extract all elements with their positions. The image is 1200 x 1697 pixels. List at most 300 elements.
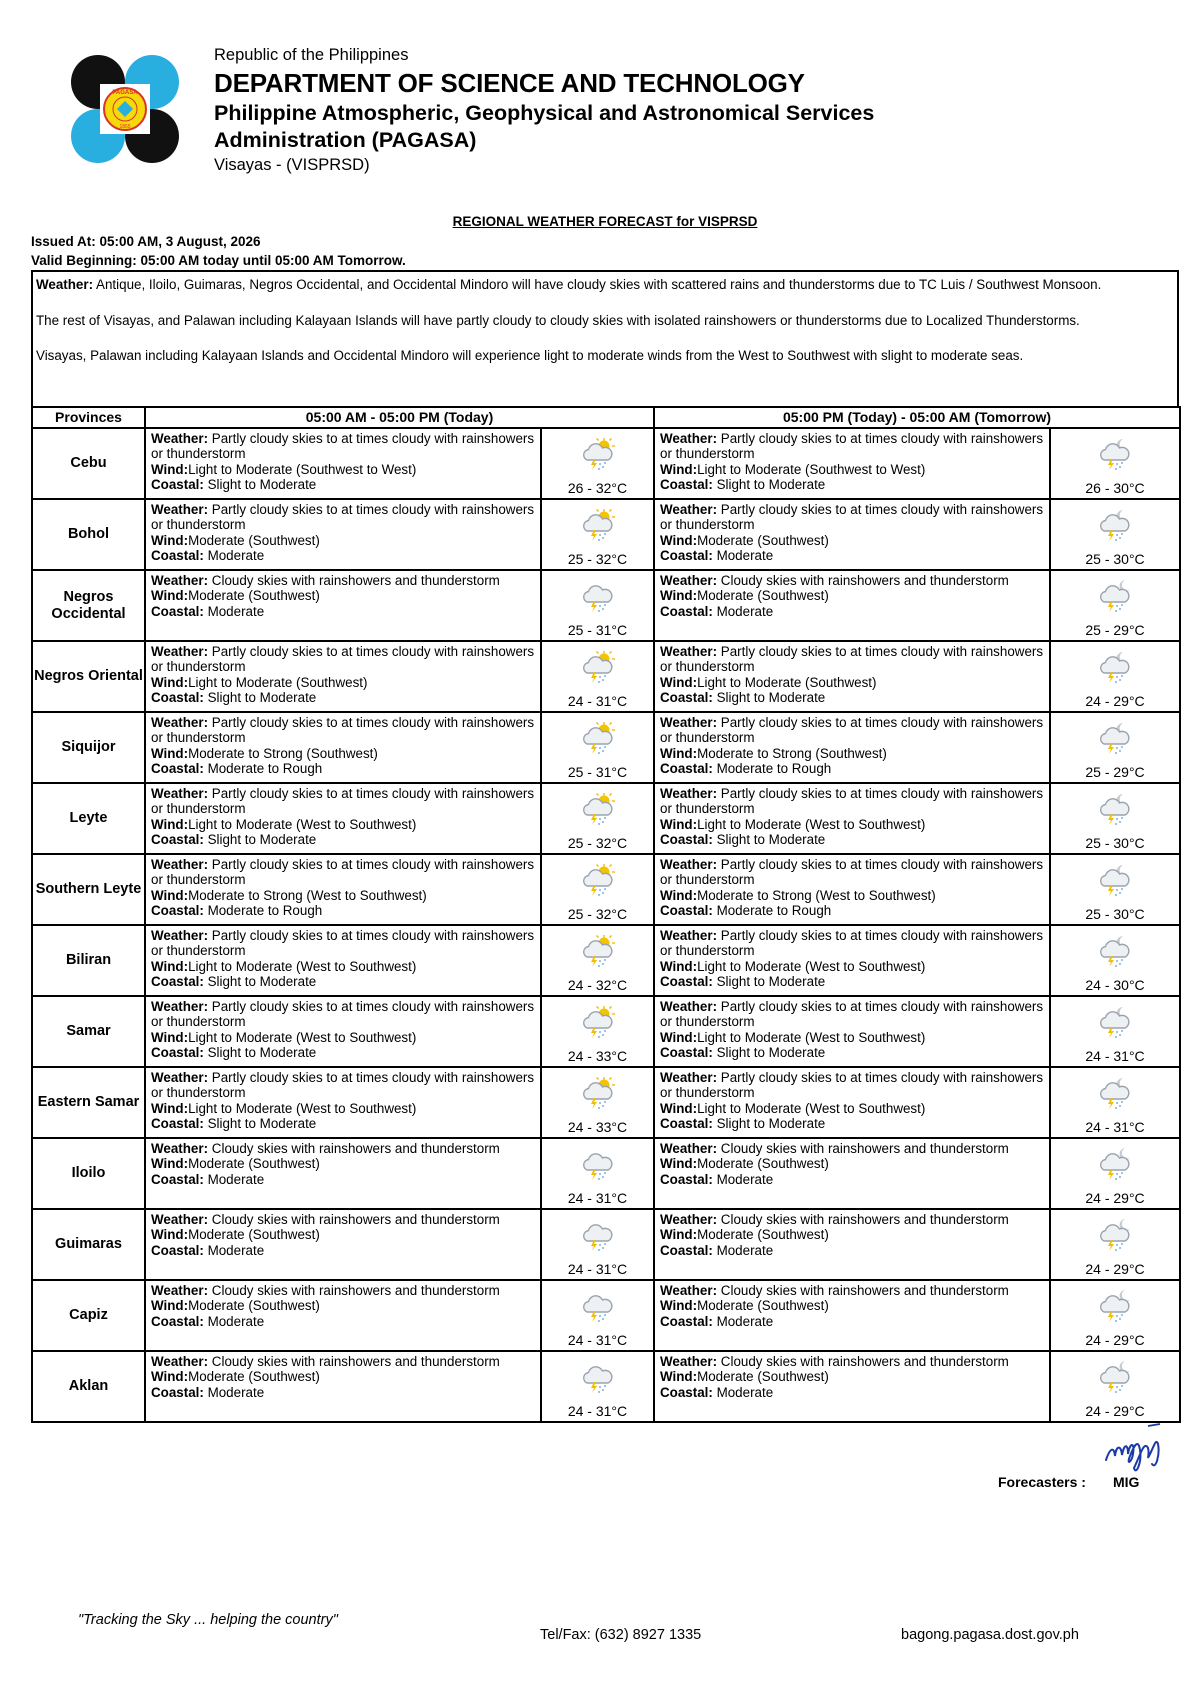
coastal-line bbox=[660, 1385, 1049, 1400]
weather-line bbox=[151, 786, 540, 817]
weather-label: Weather: bbox=[151, 857, 209, 872]
temperature-range: 24 - 30°C bbox=[1085, 977, 1145, 993]
forecast-desc bbox=[145, 712, 541, 783]
weather-value: Cloudy skies with rainshowers and thunderstorm bbox=[211, 1212, 500, 1227]
coastal-line bbox=[660, 1314, 1049, 1329]
coastal-line bbox=[151, 1243, 540, 1258]
temperature-range: 25 - 32°C bbox=[567, 551, 628, 567]
province-name: Cebu bbox=[32, 428, 145, 499]
wind-value: Moderate (Southwest) bbox=[188, 1369, 320, 1385]
weather-label: Weather: bbox=[151, 786, 209, 801]
col-header-provinces: Provinces bbox=[32, 407, 145, 428]
wind-value: Light to Moderate (West to Southwest) bbox=[188, 816, 417, 832]
coastal-line bbox=[660, 548, 1049, 563]
weather-line bbox=[660, 573, 1049, 588]
coastal-line bbox=[151, 903, 540, 918]
summary-text-1: Antique, Iloilo, Guimaras, Negros Occidental, and Occidental Mindoro will have cloudy skies with scattered rains and thunderstorms due to TC Luis / Southwest Monsoon. bbox=[93, 277, 1102, 292]
wind-value: Moderate (Southwest) bbox=[188, 532, 320, 548]
weather-value: Cloudy skies with rainshowers and thunderstorm bbox=[211, 1141, 500, 1156]
coastal-line bbox=[660, 690, 1049, 705]
cloudy-thunder-rain-icon bbox=[579, 1217, 617, 1253]
wind-label: Wind: bbox=[660, 1156, 698, 1172]
weather-label: Weather: bbox=[151, 573, 209, 588]
wind-value: Moderate (Southwest) bbox=[697, 532, 829, 548]
coastal-line bbox=[151, 1116, 540, 1131]
temperature-range: 24 - 32°C bbox=[567, 977, 628, 993]
forecast-desc bbox=[145, 1209, 541, 1280]
wind-value: Light to Moderate (West to Southwest) bbox=[697, 958, 926, 974]
table-row bbox=[32, 641, 1180, 712]
weather-value: Cloudy skies with rainshowers and thunderstorm bbox=[211, 1354, 500, 1369]
wind-value: Moderate (Southwest) bbox=[697, 588, 829, 604]
forecast-icon-cell bbox=[541, 783, 654, 854]
coastal-line bbox=[151, 477, 540, 492]
table-row bbox=[32, 712, 1180, 783]
weather-line bbox=[660, 1354, 1049, 1369]
weather-label: Weather: bbox=[151, 1070, 209, 1085]
coastal-value: Moderate to Rough bbox=[207, 903, 323, 919]
forecast-desc bbox=[654, 996, 1050, 1067]
coastal-label: Coastal: bbox=[151, 477, 204, 493]
wind-value: Moderate to Strong (Southwest) bbox=[697, 745, 887, 761]
weather-value: Partly cloudy skies to at times cloudy with rainshowers or thunderstorm bbox=[151, 928, 535, 959]
forecast-desc bbox=[145, 854, 541, 925]
forecast-desc bbox=[654, 1067, 1050, 1138]
header-agency-line2: Administration (PAGASA) bbox=[214, 128, 477, 152]
weather-value: Cloudy skies with rainshowers and thunderstorm bbox=[720, 1212, 1009, 1227]
temperature-range: 24 - 31°C bbox=[567, 1403, 628, 1419]
forecast-desc bbox=[145, 641, 541, 712]
weather-label: Weather: bbox=[151, 1283, 209, 1298]
wind-value: Light to Moderate (Southwest to West) bbox=[697, 461, 926, 477]
table-body bbox=[32, 428, 1180, 1422]
coastal-label: Coastal: bbox=[151, 1045, 204, 1061]
wind-value: Light to Moderate (Southwest) bbox=[188, 674, 368, 690]
table-row bbox=[32, 1138, 1180, 1209]
partly-cloudy-thunder-night-icon bbox=[1096, 933, 1134, 969]
wind-value: Light to Moderate (West to Southwest) bbox=[697, 1100, 926, 1116]
coastal-value: Slight to Moderate bbox=[207, 832, 317, 848]
weather-value: Cloudy skies with rainshowers and thunderstorm bbox=[211, 573, 500, 588]
valid-period: Valid Beginning: 05:00 AM today until 05:00 AM Tomorrow. bbox=[31, 253, 406, 268]
weather-line bbox=[151, 644, 540, 675]
wind-line bbox=[151, 1101, 540, 1116]
wind-label: Wind: bbox=[660, 1227, 698, 1243]
weather-label: Weather: bbox=[151, 502, 209, 517]
wind-label: Wind: bbox=[151, 1156, 189, 1172]
table-row bbox=[32, 783, 1180, 854]
weather-value: Cloudy skies with rainshowers and thunderstorm bbox=[720, 1283, 1009, 1298]
coastal-value: Slight to Moderate bbox=[716, 1045, 826, 1061]
wind-value: Light to Moderate (West to Southwest) bbox=[697, 816, 926, 832]
coastal-value: Moderate bbox=[716, 1384, 774, 1400]
weather-value: Cloudy skies with rainshowers and thunderstorm bbox=[211, 1283, 500, 1298]
partly-cloudy-thunder-day-icon bbox=[579, 791, 617, 827]
wind-label: Wind: bbox=[660, 745, 698, 761]
coastal-value: Moderate bbox=[716, 1242, 774, 1258]
wind-line bbox=[151, 959, 540, 974]
forecast-icon-cell bbox=[541, 925, 654, 996]
temperature-range: 26 - 32°C bbox=[567, 480, 628, 496]
coastal-value: Moderate bbox=[207, 603, 265, 619]
coastal-line bbox=[151, 832, 540, 847]
province-name: Iloilo bbox=[32, 1138, 145, 1209]
weather-label: Weather: bbox=[660, 502, 718, 517]
wind-value: Moderate (Southwest) bbox=[188, 1156, 320, 1172]
partly-cloudy-thunder-night-icon bbox=[1096, 1075, 1134, 1111]
coastal-line bbox=[660, 1116, 1049, 1131]
wind-label: Wind: bbox=[151, 958, 189, 974]
forecast-desc bbox=[145, 570, 541, 641]
weather-line bbox=[151, 857, 540, 888]
coastal-line bbox=[151, 1045, 540, 1060]
weather-value: Cloudy skies with rainshowers and thunderstorm bbox=[720, 573, 1009, 588]
coastal-value: Slight to Moderate bbox=[716, 1116, 826, 1132]
partly-cloudy-thunder-day-icon bbox=[579, 1075, 617, 1111]
forecast-desc bbox=[145, 499, 541, 570]
wind-label: Wind: bbox=[151, 461, 189, 477]
forecast-icon-cell bbox=[1050, 1280, 1180, 1351]
forecast-desc bbox=[145, 1138, 541, 1209]
weather-value: Partly cloudy skies to at times cloudy with rainshowers or thunderstorm bbox=[660, 857, 1044, 888]
wind-label: Wind: bbox=[151, 1100, 189, 1116]
temperature-range: 25 - 29°C bbox=[1085, 764, 1145, 780]
forecast-desc bbox=[654, 570, 1050, 641]
coastal-label: Coastal: bbox=[660, 477, 713, 493]
coastal-line bbox=[151, 1172, 540, 1187]
province-name: Southern Leyte bbox=[32, 854, 145, 925]
weather-line bbox=[660, 1212, 1049, 1227]
province-name: Negros Occidental bbox=[32, 570, 145, 641]
weather-label: Weather: bbox=[151, 1141, 209, 1156]
wind-label: Wind: bbox=[151, 816, 189, 832]
wind-value: Moderate (Southwest) bbox=[697, 1369, 829, 1385]
forecast-icon-cell bbox=[541, 712, 654, 783]
coastal-label: Coastal: bbox=[660, 761, 713, 777]
weather-line bbox=[151, 999, 540, 1030]
province-name: Capiz bbox=[32, 1280, 145, 1351]
coastal-line bbox=[151, 690, 540, 705]
wind-line bbox=[151, 1030, 540, 1045]
weather-value: Partly cloudy skies to at times cloudy with rainshowers or thunderstorm bbox=[660, 1070, 1044, 1101]
weather-line bbox=[151, 1141, 540, 1156]
wind-line bbox=[660, 1298, 1049, 1313]
coastal-line bbox=[660, 1172, 1049, 1187]
forecast-icon-cell bbox=[1050, 854, 1180, 925]
coastal-label: Coastal: bbox=[660, 832, 713, 848]
forecast-table bbox=[31, 406, 1181, 1423]
forecast-icon-cell bbox=[541, 641, 654, 712]
coastal-value: Moderate bbox=[207, 1171, 265, 1187]
weather-value: Partly cloudy skies to at times cloudy with rainshowers or thunderstorm bbox=[660, 431, 1044, 462]
weather-line bbox=[660, 715, 1049, 746]
weather-label: Weather: bbox=[660, 1141, 718, 1156]
wind-line bbox=[660, 817, 1049, 832]
wind-line bbox=[151, 1369, 540, 1384]
forecast-icon-cell bbox=[1050, 641, 1180, 712]
weather-line bbox=[151, 1212, 540, 1227]
forecast-icon-cell bbox=[541, 499, 654, 570]
coastal-label: Coastal: bbox=[151, 548, 204, 564]
weather-label: Weather: bbox=[151, 1212, 209, 1227]
weather-label: Weather: bbox=[660, 1070, 718, 1085]
temperature-range: 25 - 30°C bbox=[1085, 906, 1145, 922]
wind-value: Light to Moderate (West to Southwest) bbox=[188, 1029, 417, 1045]
coastal-label: Coastal: bbox=[151, 1384, 204, 1400]
wind-label: Wind: bbox=[660, 461, 698, 477]
col-header-tonight: 05:00 PM (Today) - 05:00 AM (Tomorrow) bbox=[654, 407, 1180, 428]
summary-para-2: The rest of Visayas, and Palawan including Kalayaan Islands will have partly cloudy to cloudy skies with isolated rainshowers or thunderstorms due to Localized Thunderstorms. bbox=[36, 312, 1080, 328]
wind-value: Moderate (Southwest) bbox=[697, 1156, 829, 1172]
table-row bbox=[32, 570, 1180, 641]
temperature-range: 24 - 31°C bbox=[1085, 1048, 1145, 1064]
wind-line bbox=[151, 533, 540, 548]
temperature-range: 24 - 29°C bbox=[1085, 1190, 1145, 1206]
weather-value: Partly cloudy skies to at times cloudy with rainshowers or thunderstorm bbox=[151, 715, 535, 746]
wind-line bbox=[660, 588, 1049, 603]
weather-label: Weather: bbox=[151, 999, 209, 1014]
weather-label: Weather: bbox=[660, 1212, 718, 1227]
weather-line bbox=[151, 1354, 540, 1369]
cloudy-thunder-rain-icon bbox=[579, 578, 617, 614]
table-row bbox=[32, 1280, 1180, 1351]
forecast-desc bbox=[654, 641, 1050, 712]
wind-value: Light to Moderate (West to Southwest) bbox=[697, 1029, 926, 1045]
coastal-value: Moderate to Rough bbox=[716, 761, 832, 777]
wind-line bbox=[151, 888, 540, 903]
footer-website: bagong.pagasa.dost.gov.ph bbox=[901, 1627, 1079, 1643]
weather-label: Weather: bbox=[660, 1283, 718, 1298]
weather-summary bbox=[31, 270, 1179, 407]
partly-cloudy-thunder-day-icon bbox=[579, 862, 617, 898]
weather-line bbox=[660, 1141, 1049, 1156]
weather-label: Weather: bbox=[660, 644, 718, 659]
temperature-range: 24 - 29°C bbox=[1085, 1261, 1145, 1277]
weather-value: Partly cloudy skies to at times cloudy with rainshowers or thunderstorm bbox=[151, 1070, 535, 1101]
wind-value: Light to Moderate (Southwest) bbox=[697, 674, 877, 690]
wind-line bbox=[151, 675, 540, 690]
coastal-label: Coastal: bbox=[151, 1242, 204, 1258]
temperature-range: 24 - 29°C bbox=[1085, 1403, 1145, 1419]
coastal-label: Coastal: bbox=[660, 1242, 713, 1258]
forecast-icon-cell bbox=[541, 1351, 654, 1422]
forecast-icon-cell bbox=[541, 996, 654, 1067]
forecast-desc bbox=[145, 1351, 541, 1422]
pagasa-logo bbox=[70, 54, 180, 164]
cloudy-thunder-rain-night-icon bbox=[1096, 1288, 1134, 1324]
forecast-desc bbox=[654, 1280, 1050, 1351]
coastal-label: Coastal: bbox=[660, 1171, 713, 1187]
forecast-icon-cell bbox=[1050, 1067, 1180, 1138]
temperature-range: 25 - 30°C bbox=[1085, 551, 1145, 567]
coastal-value: Slight to Moderate bbox=[207, 1045, 317, 1061]
coastal-line bbox=[151, 1314, 540, 1329]
partly-cloudy-thunder-day-icon bbox=[579, 507, 617, 543]
footer-motto: "Tracking the Sky ... helping the country" bbox=[78, 1612, 338, 1628]
weather-line bbox=[151, 1070, 540, 1101]
forecast-icon-cell bbox=[1050, 712, 1180, 783]
wind-label: Wind: bbox=[151, 674, 189, 690]
weather-label: Weather: bbox=[660, 431, 718, 446]
footer-telfax: Tel/Fax: (632) 8927 1335 bbox=[540, 1627, 702, 1643]
partly-cloudy-thunder-day-icon bbox=[579, 933, 617, 969]
partly-cloudy-thunder-night-icon bbox=[1096, 1004, 1134, 1040]
coastal-line bbox=[660, 903, 1049, 918]
wind-value: Moderate (Southwest) bbox=[188, 588, 320, 604]
coastal-line bbox=[151, 548, 540, 563]
forecast-icon-cell bbox=[541, 570, 654, 641]
partly-cloudy-thunder-night-icon bbox=[1096, 436, 1134, 472]
table-row bbox=[32, 854, 1180, 925]
table-row bbox=[32, 1067, 1180, 1138]
partly-cloudy-thunder-night-icon bbox=[1096, 507, 1134, 543]
temperature-range: 26 - 30°C bbox=[1085, 480, 1145, 496]
forecast-desc bbox=[145, 1067, 541, 1138]
forecast-desc bbox=[654, 1209, 1050, 1280]
wind-line bbox=[660, 959, 1049, 974]
temperature-range: 25 - 29°C bbox=[1085, 622, 1145, 638]
coastal-value: Slight to Moderate bbox=[207, 1116, 317, 1132]
weather-value: Cloudy skies with rainshowers and thunderstorm bbox=[720, 1141, 1009, 1156]
weather-label: Weather: bbox=[660, 1354, 718, 1369]
wind-value: Moderate to Strong (West to Southwest) bbox=[697, 887, 936, 903]
forecast-icon-cell bbox=[1050, 925, 1180, 996]
wind-value: Light to Moderate (West to Southwest) bbox=[188, 958, 417, 974]
coastal-value: Moderate to Rough bbox=[716, 903, 832, 919]
weather-line bbox=[151, 928, 540, 959]
header-agency-line1: Philippine Atmospheric, Geophysical and Astronomical Services bbox=[214, 101, 875, 125]
coastal-label: Coastal: bbox=[151, 903, 204, 919]
weather-label: Weather: bbox=[151, 928, 209, 943]
forecasters-name: MIG bbox=[1113, 1474, 1140, 1490]
coastal-line bbox=[151, 1385, 540, 1400]
coastal-value: Moderate to Rough bbox=[207, 761, 323, 777]
cloudy-thunder-rain-night-icon bbox=[1096, 1217, 1134, 1253]
cloudy-thunder-rain-icon bbox=[579, 1288, 617, 1324]
wind-line bbox=[660, 1369, 1049, 1384]
weather-line bbox=[151, 573, 540, 588]
table-row bbox=[32, 996, 1180, 1067]
coastal-line bbox=[660, 832, 1049, 847]
logo-text: PAGASA bbox=[112, 90, 138, 96]
coastal-label: Coastal: bbox=[660, 690, 713, 706]
logo-year: 1865 bbox=[119, 124, 131, 130]
forecast-icon-cell bbox=[1050, 1138, 1180, 1209]
header-republic: Republic of the Philippines bbox=[214, 46, 409, 64]
temperature-range: 24 - 29°C bbox=[1085, 1332, 1145, 1348]
coastal-label: Coastal: bbox=[660, 603, 713, 619]
coastal-line bbox=[151, 974, 540, 989]
wind-label: Wind: bbox=[660, 532, 698, 548]
wind-line bbox=[151, 1156, 540, 1171]
forecast-desc bbox=[654, 499, 1050, 570]
forecast-icon-cell bbox=[1050, 783, 1180, 854]
weather-value: Partly cloudy skies to at times cloudy with rainshowers or thunderstorm bbox=[660, 786, 1044, 817]
forecast-desc bbox=[145, 783, 541, 854]
wind-line bbox=[151, 746, 540, 761]
partly-cloudy-thunder-day-icon bbox=[579, 436, 617, 472]
coastal-value: Slight to Moderate bbox=[716, 974, 826, 990]
wind-value: Light to Moderate (West to Southwest) bbox=[188, 1100, 417, 1116]
coastal-label: Coastal: bbox=[151, 1171, 204, 1187]
coastal-value: Moderate bbox=[207, 1384, 265, 1400]
header-department: DEPARTMENT OF SCIENCE AND TECHNOLOGY bbox=[214, 68, 805, 98]
coastal-line bbox=[660, 974, 1049, 989]
wind-label: Wind: bbox=[660, 1298, 698, 1314]
partly-cloudy-thunder-night-icon bbox=[1096, 862, 1134, 898]
wind-label: Wind: bbox=[660, 816, 698, 832]
forecast-desc bbox=[145, 996, 541, 1067]
forecast-icon-cell bbox=[1050, 499, 1180, 570]
coastal-line bbox=[151, 761, 540, 776]
wind-label: Wind: bbox=[660, 674, 698, 690]
coastal-line bbox=[660, 477, 1049, 492]
wind-label: Wind: bbox=[151, 1029, 189, 1045]
coastal-value: Moderate bbox=[207, 548, 265, 564]
cloudy-thunder-rain-night-icon bbox=[1096, 1359, 1134, 1395]
summary-para-1 bbox=[36, 276, 1173, 294]
forecast-icon-cell bbox=[541, 1209, 654, 1280]
weather-label: Weather: bbox=[660, 999, 718, 1014]
coastal-line bbox=[151, 604, 540, 619]
table-row bbox=[32, 1209, 1180, 1280]
weather-label: Weather: bbox=[151, 715, 209, 730]
coastal-value: Moderate bbox=[716, 1171, 774, 1187]
cloudy-thunder-rain-night-icon bbox=[1096, 1146, 1134, 1182]
partly-cloudy-thunder-night-icon bbox=[1096, 649, 1134, 685]
coastal-label: Coastal: bbox=[660, 903, 713, 919]
partly-cloudy-thunder-night-icon bbox=[1096, 791, 1134, 827]
coastal-label: Coastal: bbox=[151, 690, 204, 706]
coastal-label: Coastal: bbox=[151, 832, 204, 848]
forecast-desc bbox=[145, 1280, 541, 1351]
weather-line bbox=[660, 857, 1049, 888]
wind-line bbox=[151, 462, 540, 477]
wind-label: Wind: bbox=[660, 1369, 698, 1385]
forecast-icon-cell bbox=[1050, 1209, 1180, 1280]
wind-value: Moderate (Southwest) bbox=[188, 1298, 320, 1314]
wind-label: Wind: bbox=[151, 1227, 189, 1243]
forecast-icon-cell bbox=[541, 1280, 654, 1351]
wind-label: Wind: bbox=[660, 958, 698, 974]
coastal-value: Slight to Moderate bbox=[716, 477, 826, 493]
temperature-range: 25 - 31°C bbox=[567, 764, 628, 780]
temperature-range: 24 - 31°C bbox=[567, 1190, 628, 1206]
wind-line bbox=[151, 588, 540, 603]
weather-line bbox=[151, 431, 540, 462]
partly-cloudy-thunder-night-icon bbox=[1096, 720, 1134, 756]
wind-line bbox=[660, 462, 1049, 477]
table-header-row bbox=[32, 407, 1180, 428]
wind-line bbox=[660, 1227, 1049, 1242]
province-name: Leyte bbox=[32, 783, 145, 854]
forecast-icon-cell bbox=[541, 854, 654, 925]
wind-value: Moderate to Strong (West to Southwest) bbox=[188, 887, 427, 903]
wind-label: Wind: bbox=[151, 1298, 189, 1314]
coastal-value: Slight to Moderate bbox=[716, 832, 826, 848]
province-name: Samar bbox=[32, 996, 145, 1067]
wind-label: Wind: bbox=[151, 532, 189, 548]
coastal-value: Moderate bbox=[716, 603, 774, 619]
coastal-line bbox=[660, 761, 1049, 776]
document-title: REGIONAL WEATHER FORECAST for VISPRSD bbox=[452, 214, 758, 229]
weather-label: Weather: bbox=[660, 857, 718, 872]
province-name: Aklan bbox=[32, 1351, 145, 1422]
coastal-value: Moderate bbox=[716, 1313, 774, 1329]
col-header-today: 05:00 AM - 05:00 PM (Today) bbox=[145, 407, 654, 428]
forecast-desc bbox=[145, 428, 541, 499]
weather-value: Partly cloudy skies to at times cloudy with rainshowers or thunderstorm bbox=[151, 786, 535, 817]
